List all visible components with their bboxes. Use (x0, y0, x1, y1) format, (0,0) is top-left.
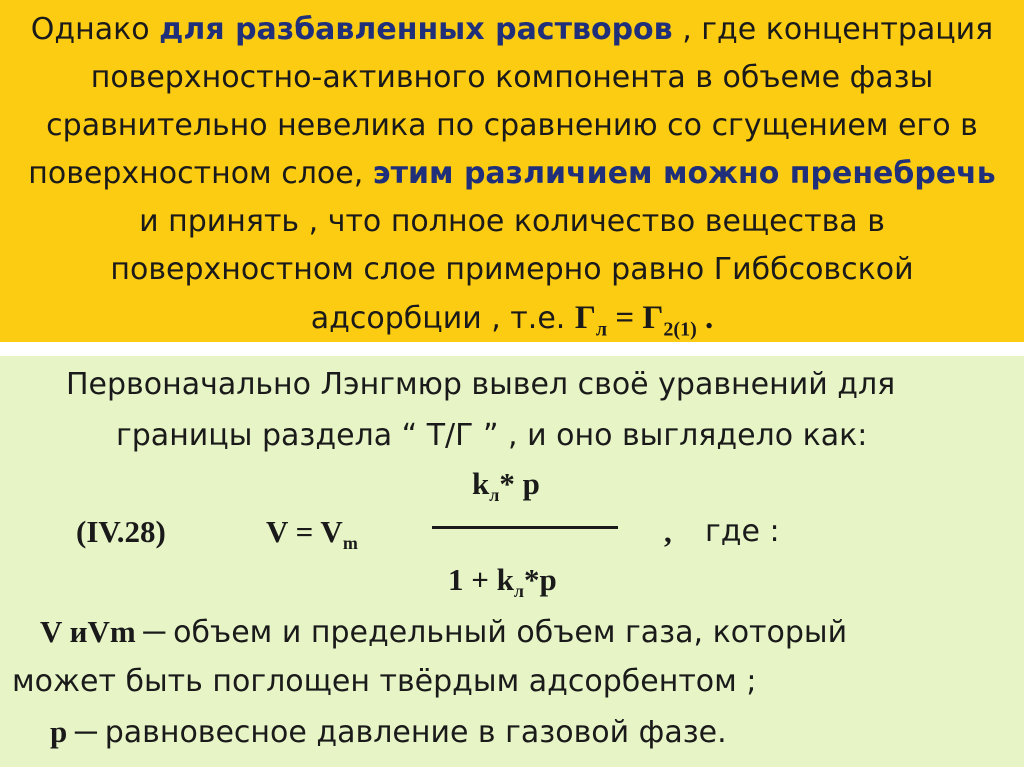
top-paragraph (10, 6, 1014, 354)
formula-where: где : (705, 514, 780, 549)
fraction-bar (432, 526, 618, 529)
gamma-equation: $Г_л = Г_{2(1)}$ . (574, 300, 714, 341)
top-line-2: поверхностно-активного компонента в объеме фазы (90, 60, 934, 95)
panel-separator (0, 342, 1024, 356)
top-line-7: адсорбции , т.е. $Г_л = Г_{2(1)}$ . (310, 300, 714, 341)
highlight-dilute-solutions: для разбавленных растворов (159, 12, 673, 47)
formula-denominator: $1 + k_л*p$ (448, 562, 557, 602)
top-line-3: сравнительно невелика по сравнению со сгущением его в (46, 108, 978, 143)
definition-line-3: p ─ равновесное давление в газовой фазе. (50, 714, 727, 750)
formula-lhs: $V = V_m$ (266, 514, 358, 554)
intro-line-1: Первоначально Лэнгмюр вывел своё уравнений для (66, 367, 896, 402)
formula-comma: , (664, 514, 672, 549)
top-panel (0, 0, 1024, 342)
highlight-neglect-difference: этим различием можно пренебречь (372, 156, 996, 191)
intro-line-2: границы раздела “ Т/Г ” , и оно выглядело как: (116, 418, 868, 453)
definition-line-2: может быть поглощен твёрдым адсорбентом ; (12, 664, 757, 699)
formula-numerator: $k_л*$ p (472, 466, 540, 506)
equation-number: (IV.28) (76, 514, 166, 549)
top-line-1: Однако для разбавленных растворов , где концентрация (30, 12, 994, 47)
top-line-6: поверхностном слое примерно равно Гиббсовской (110, 252, 914, 287)
top-line-4: поверхностном слое, этим различием можно пренебречь (28, 156, 996, 191)
definition-line-1: V иVm ─ объем и предельный объем газа, который (40, 614, 848, 650)
top-line-5: и принять , что полное количество вещества в (139, 204, 885, 239)
